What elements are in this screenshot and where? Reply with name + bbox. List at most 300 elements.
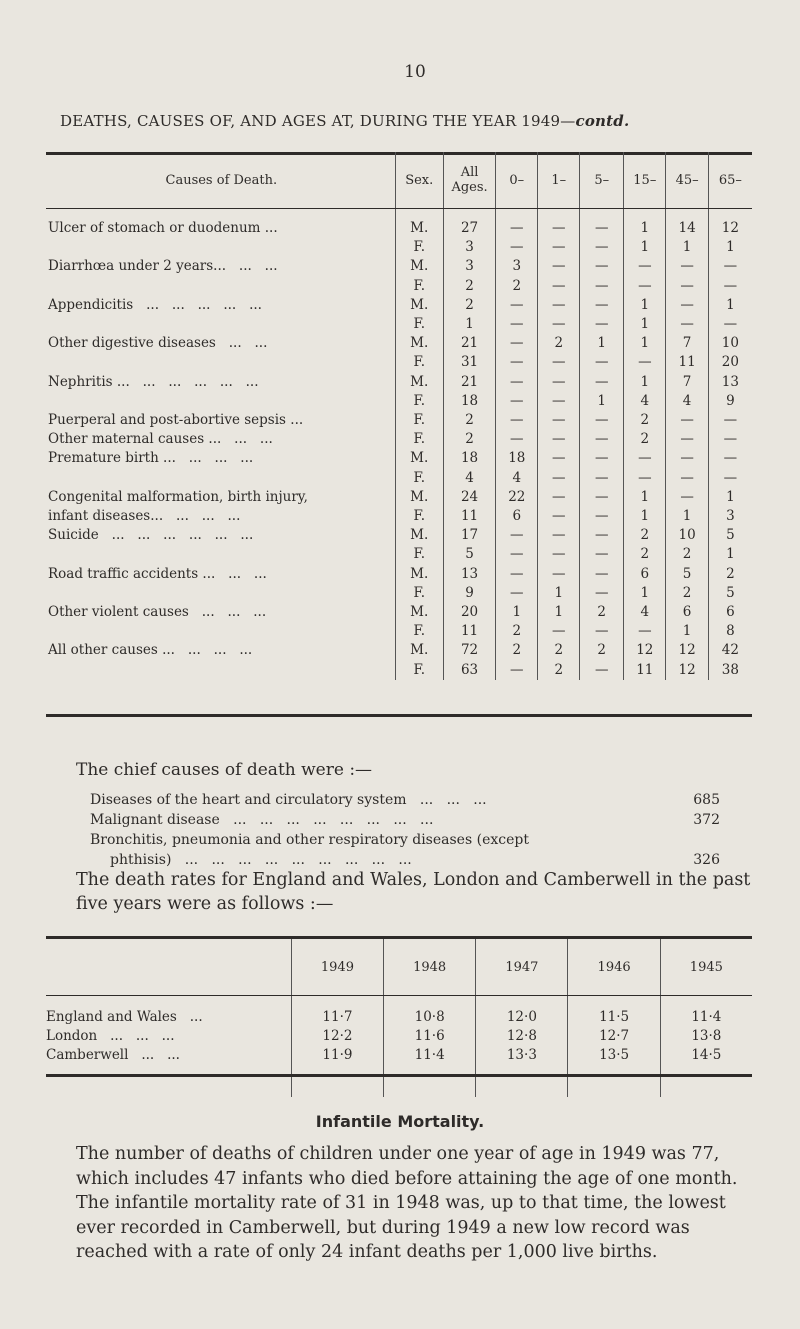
cause-label: infant diseases... (48, 508, 164, 525)
value-cell: — (580, 449, 624, 468)
value-cell: — (580, 430, 624, 449)
area-label: England and Wales (46, 1009, 177, 1025)
value-cell: — (708, 469, 752, 488)
value-cell: 1 (666, 238, 708, 257)
rate-value: 11·4 (660, 996, 752, 1028)
cause-cell (46, 392, 395, 411)
value-cell: 11 (666, 353, 708, 372)
area-label: London (46, 1028, 98, 1044)
rate-value: 11·9 (291, 1046, 383, 1097)
rate-value: 13·8 (660, 1027, 752, 1046)
value-cell: — (580, 661, 624, 680)
value-cell: — (666, 411, 708, 430)
cause-cell (46, 545, 395, 564)
rate-value: 12·8 (476, 1027, 568, 1046)
infantile-mortality-text: The number of deaths of children under one year of age in 1949 was 77, which includes 47 infants who died before attaining the age of one month. The infantile mortality rate of 31 in 1948 was, up to that time, the lowest ever recorded in Camberwell, but during 1949 a new low record was reached with a rate of only 24 infant deaths per 1,000 live births. (76, 1144, 738, 1262)
value-cell: 1 (624, 488, 666, 507)
value-cell: 12 (666, 661, 708, 680)
value-cell: 1 (624, 584, 666, 603)
sex-cell: M. (395, 526, 443, 545)
value-cell: 1 (624, 373, 666, 392)
sex-cell: M. (395, 209, 443, 239)
value-cell: — (624, 353, 666, 372)
sex-cell: M. (395, 373, 443, 392)
rate-value: 12·7 (568, 1027, 660, 1046)
col-all-ages: All Ages. (443, 152, 495, 209)
value-cell: 1 (538, 584, 580, 603)
sex-cell: M. (395, 449, 443, 468)
value-cell: 4 (624, 392, 666, 411)
sex-cell: F. (395, 507, 443, 526)
table-row (46, 603, 752, 622)
value-cell: 1 (580, 392, 624, 411)
sex-cell: F. (395, 353, 443, 372)
value-cell: 2 (496, 622, 538, 641)
table-row (46, 449, 752, 468)
rates-col-year: 1947 (476, 939, 568, 996)
col-causes: Causes of Death. (46, 152, 395, 209)
rates-table-header (46, 939, 752, 996)
leader-dots: ... (176, 1009, 203, 1025)
value-cell: 12 (624, 641, 666, 660)
value-cell: 1 (624, 334, 666, 353)
value-cell: 21 (443, 334, 495, 353)
cause-cell (46, 526, 395, 545)
value-cell: 38 (708, 661, 752, 680)
value-cell: — (708, 315, 752, 334)
cause-label: Premature birth ... (48, 450, 176, 467)
value-cell: 9 (443, 584, 495, 603)
value-cell: 20 (443, 603, 495, 622)
value-cell: 24 (443, 488, 495, 507)
value-cell: — (666, 257, 708, 276)
table-row (46, 334, 752, 353)
col-age-65: 65– (708, 152, 752, 209)
cause-cell (46, 209, 395, 239)
sex-cell: M. (395, 296, 443, 315)
cause-label: Ulcer of stomach or duodenum (48, 220, 261, 236)
rates-row (46, 1027, 752, 1046)
table-row (46, 545, 752, 564)
cause-cell (46, 238, 395, 257)
table-row (46, 296, 752, 315)
value-cell: 2 (708, 565, 752, 584)
table-row (46, 430, 752, 449)
cause-cell (46, 449, 395, 468)
leader-dots: ... ... ... ... ... ... ... ... ... (171, 852, 412, 868)
sex-cell: F. (395, 661, 443, 680)
chief-cause-value: 326 (693, 852, 720, 868)
value-cell: — (624, 469, 666, 488)
value-cell: — (624, 277, 666, 296)
sex-cell: M. (395, 257, 443, 276)
value-cell: 4 (624, 603, 666, 622)
sex-cell: F. (395, 584, 443, 603)
value-cell: — (538, 277, 580, 296)
chief-cause-item (90, 790, 720, 810)
leader-dots: ... ... ... ... ... ... ... ... (219, 812, 434, 828)
value-cell: 6 (624, 565, 666, 584)
value-cell: — (496, 353, 538, 372)
value-cell: — (538, 238, 580, 257)
value-cell: — (496, 209, 538, 239)
value-cell: 11 (443, 622, 495, 641)
leader-dots: ... ... (128, 1047, 180, 1063)
leader-dots: ... ... ... (174, 642, 253, 659)
cause-cell (46, 641, 395, 660)
value-cell: 1 (443, 315, 495, 334)
value-cell: — (580, 209, 624, 239)
value-cell: — (580, 545, 624, 564)
rates-label-cell (46, 1027, 291, 1046)
value-cell: 3 (708, 507, 752, 526)
value-cell: 2 (580, 603, 624, 622)
value-cell: — (580, 238, 624, 257)
sex-cell: M. (395, 641, 443, 660)
value-cell: 2 (443, 296, 495, 315)
chief-cause-item (90, 850, 720, 870)
value-cell: 1 (624, 315, 666, 334)
table-row (46, 353, 752, 372)
cause-label: Road traffic accidents ... (48, 565, 216, 582)
value-cell: 1 (496, 603, 538, 622)
value-cell: 1 (624, 209, 666, 239)
value-cell: — (496, 373, 538, 392)
value-cell: 1 (538, 603, 580, 622)
sex-cell: M. (395, 603, 443, 622)
value-cell: — (538, 411, 580, 430)
table-bottom-rule (46, 714, 752, 717)
cause-cell (46, 353, 395, 372)
col-age-15: 15– (624, 152, 666, 209)
value-cell: 13 (708, 373, 752, 392)
chief-cause-label: phthisis) (110, 852, 172, 868)
rate-value: 14·5 (660, 1046, 752, 1097)
value-cell: — (496, 545, 538, 564)
rate-value: 12·2 (291, 1027, 383, 1046)
value-cell: 10 (666, 526, 708, 545)
table-row (46, 507, 752, 526)
value-cell: 42 (708, 641, 752, 660)
sex-cell: M. (395, 334, 443, 353)
col-sex: Sex. (395, 152, 443, 209)
value-cell: — (666, 315, 708, 334)
leader-dots: ... ... ... ... ... (133, 296, 262, 313)
table-row (46, 641, 752, 660)
value-cell: 1 (624, 296, 666, 315)
value-cell: — (496, 411, 538, 430)
cause-cell (46, 661, 395, 680)
cause-cell (46, 430, 395, 449)
value-cell: — (624, 622, 666, 641)
value-cell: 4 (443, 469, 495, 488)
leader-dots: ... ... ... (175, 450, 254, 467)
value-cell: 2 (666, 584, 708, 603)
value-cell: — (538, 488, 580, 507)
value-cell: 17 (443, 526, 495, 545)
value-cell: — (580, 488, 624, 507)
value-cell: 3 (443, 238, 495, 257)
leader-dots: ... (285, 412, 304, 429)
causes-table (46, 152, 752, 680)
leader-dots: ... ... ... (188, 604, 267, 621)
causes-table-header (46, 152, 752, 209)
sex-cell: F. (395, 277, 443, 296)
value-cell: 2 (443, 411, 495, 430)
leader-dots: ... ... (215, 565, 267, 582)
rate-value: 10·8 (384, 996, 476, 1028)
cause-label: Puerperal and post-abortive sepsis (48, 412, 286, 429)
value-cell: — (538, 449, 580, 468)
value-cell: — (666, 449, 708, 468)
value-cell: — (708, 430, 752, 449)
value-cell: 5 (443, 545, 495, 564)
cause-label: Nephritis ... (48, 373, 130, 390)
value-cell: — (624, 257, 666, 276)
value-cell: 1 (708, 238, 752, 257)
value-cell: — (708, 277, 752, 296)
value-cell: 12 (708, 209, 752, 239)
rates-col-year: 1946 (568, 939, 660, 996)
value-cell: — (538, 296, 580, 315)
rates-label-cell (46, 996, 291, 1028)
value-cell: 31 (443, 353, 495, 372)
value-cell: — (538, 469, 580, 488)
value-cell: 2 (496, 641, 538, 660)
rate-value: 11·4 (384, 1046, 476, 1097)
value-cell: — (538, 392, 580, 411)
value-cell: 2 (496, 277, 538, 296)
value-cell: 1 (666, 622, 708, 641)
cause-label: Other violent causes (48, 604, 189, 621)
sex-cell: F. (395, 315, 443, 334)
table-row (46, 209, 752, 239)
value-cell: 4 (496, 469, 538, 488)
leader-dots: ... ... (221, 431, 273, 448)
value-cell: 1 (708, 488, 752, 507)
leader-dots: ... ... (226, 258, 278, 275)
value-cell: — (496, 526, 538, 545)
value-cell: 7 (666, 334, 708, 353)
value-cell: 11 (624, 661, 666, 680)
value-cell: 1 (708, 296, 752, 315)
rate-value: 13·3 (476, 1046, 568, 1097)
cause-cell (46, 603, 395, 622)
cause-label: Diarrhœa under 2 years... (48, 258, 227, 275)
value-cell: — (666, 469, 708, 488)
value-cell: 12 (666, 641, 708, 660)
cause-cell (46, 584, 395, 603)
value-cell: — (580, 584, 624, 603)
cause-cell (46, 277, 395, 296)
rates-table-bottom-rule (46, 1074, 752, 1077)
value-cell: 2 (624, 526, 666, 545)
table-row (46, 488, 752, 507)
leader-dots: ... ... ... ... ... (129, 373, 259, 390)
cause-label: Other digestive diseases (48, 335, 216, 352)
cause-cell (46, 622, 395, 641)
value-cell: 2 (538, 334, 580, 353)
value-cell: — (666, 277, 708, 296)
rates-col-year: 1948 (384, 939, 476, 996)
value-cell: — (580, 277, 624, 296)
cause-cell (46, 488, 395, 507)
col-age-5: 5– (580, 152, 624, 209)
leader-dots: ... (260, 220, 278, 236)
value-cell: — (580, 469, 624, 488)
col-age-45: 45– (666, 152, 708, 209)
value-cell: — (580, 565, 624, 584)
value-cell: — (538, 526, 580, 545)
value-cell: — (580, 411, 624, 430)
leader-dots: ... ... ... ... ... ... (98, 527, 254, 544)
rate-value: 11·7 (291, 996, 383, 1028)
cause-cell (46, 257, 395, 276)
cause-cell (46, 334, 395, 353)
table-row (46, 277, 752, 296)
sex-cell: M. (395, 488, 443, 507)
table-row (46, 315, 752, 334)
value-cell: — (538, 315, 580, 334)
value-cell: — (538, 209, 580, 239)
page-number: 10 (404, 62, 426, 82)
value-cell: 2 (443, 277, 495, 296)
leader-dots: ... ... ... (163, 508, 241, 525)
value-cell: — (538, 565, 580, 584)
value-cell: 7 (666, 373, 708, 392)
sex-cell: F. (395, 545, 443, 564)
value-cell: 1 (624, 238, 666, 257)
rates-col-label (46, 939, 291, 996)
table-row (46, 584, 752, 603)
value-cell: 1 (624, 507, 666, 526)
sex-cell: F. (395, 238, 443, 257)
value-cell: — (580, 507, 624, 526)
value-cell: — (708, 449, 752, 468)
value-cell: 2 (580, 641, 624, 660)
value-cell: — (496, 661, 538, 680)
value-cell: 6 (708, 603, 752, 622)
heading-suffix: contd. (575, 112, 630, 130)
value-cell: — (496, 296, 538, 315)
value-cell: — (580, 257, 624, 276)
value-cell: — (496, 565, 538, 584)
value-cell: 1 (580, 334, 624, 353)
rates-row (46, 1046, 752, 1097)
cause-cell (46, 507, 395, 526)
cause-cell (46, 469, 395, 488)
chief-cause-value: 372 (693, 812, 720, 828)
leader-dots: ... ... ... (97, 1028, 175, 1044)
value-cell: — (496, 315, 538, 334)
value-cell: 13 (443, 565, 495, 584)
value-cell: 9 (708, 392, 752, 411)
table-row (46, 565, 752, 584)
table-row (46, 411, 752, 430)
value-cell: — (538, 622, 580, 641)
chief-cause-item (90, 810, 720, 830)
value-cell: — (538, 373, 580, 392)
page-heading (60, 112, 629, 130)
value-cell: 22 (496, 488, 538, 507)
value-cell: — (580, 526, 624, 545)
area-label: Camberwell (46, 1047, 129, 1063)
death-rates-intro: The death rates for England and Wales, London and Camberwell in the past five years were as follows :— (76, 870, 751, 914)
rate-value: 11·5 (568, 996, 660, 1028)
value-cell: 2 (624, 430, 666, 449)
cause-label: Appendicitis (48, 296, 134, 313)
col-age-1: 1– (538, 152, 580, 209)
leader-dots: ... ... (215, 335, 268, 352)
sex-cell: F. (395, 411, 443, 430)
table-row (46, 469, 752, 488)
cause-label: Suicide (48, 527, 99, 544)
value-cell: 10 (708, 334, 752, 353)
value-cell: 1 (666, 507, 708, 526)
cause-cell (46, 315, 395, 334)
value-cell: — (580, 373, 624, 392)
value-cell: — (496, 238, 538, 257)
value-cell: 3 (496, 257, 538, 276)
value-cell: 5 (708, 526, 752, 545)
rates-col-year: 1945 (660, 939, 752, 996)
value-cell: — (708, 411, 752, 430)
rates-label-cell (46, 1046, 291, 1097)
chief-cause-label: Malignant disease (90, 812, 220, 828)
value-cell: 3 (443, 257, 495, 276)
value-cell: 2 (624, 411, 666, 430)
value-cell: 2 (538, 641, 580, 660)
cause-label: Congenital malformation, birth injury, (48, 488, 308, 505)
sex-cell: F. (395, 469, 443, 488)
leader-dots: ... ... ... (406, 792, 487, 808)
chief-cause-label: Diseases of the heart and circulatory system (90, 792, 407, 808)
rate-value: 12·0 (476, 996, 568, 1028)
value-cell: 11 (443, 507, 495, 526)
value-cell: 20 (708, 353, 752, 372)
table-row (46, 238, 752, 257)
value-cell: — (580, 353, 624, 372)
value-cell: 2 (666, 545, 708, 564)
value-cell: 14 (666, 209, 708, 239)
value-cell: — (538, 507, 580, 526)
value-cell: — (496, 584, 538, 603)
sex-cell: F. (395, 430, 443, 449)
value-cell: 6 (496, 507, 538, 526)
value-cell: — (666, 488, 708, 507)
chief-causes-list (90, 790, 720, 870)
sex-cell: F. (395, 622, 443, 641)
value-cell: — (538, 545, 580, 564)
value-cell: — (580, 622, 624, 641)
cause-label: Other maternal causes ... (48, 431, 222, 448)
value-cell: 18 (443, 392, 495, 411)
rate-value: 11·6 (384, 1027, 476, 1046)
chief-cause-label: Bronchitis, pneumonia and other respiratory diseases (except (90, 832, 529, 848)
value-cell: — (708, 257, 752, 276)
value-cell: — (624, 449, 666, 468)
value-cell: 5 (666, 565, 708, 584)
table-row (46, 622, 752, 641)
cause-label: All other causes ... (48, 642, 175, 659)
value-cell: 27 (443, 209, 495, 239)
table-row (46, 661, 752, 680)
value-cell: — (580, 315, 624, 334)
sex-cell: F. (395, 392, 443, 411)
value-cell: — (538, 353, 580, 372)
cause-cell (46, 411, 395, 430)
value-cell: — (496, 334, 538, 353)
